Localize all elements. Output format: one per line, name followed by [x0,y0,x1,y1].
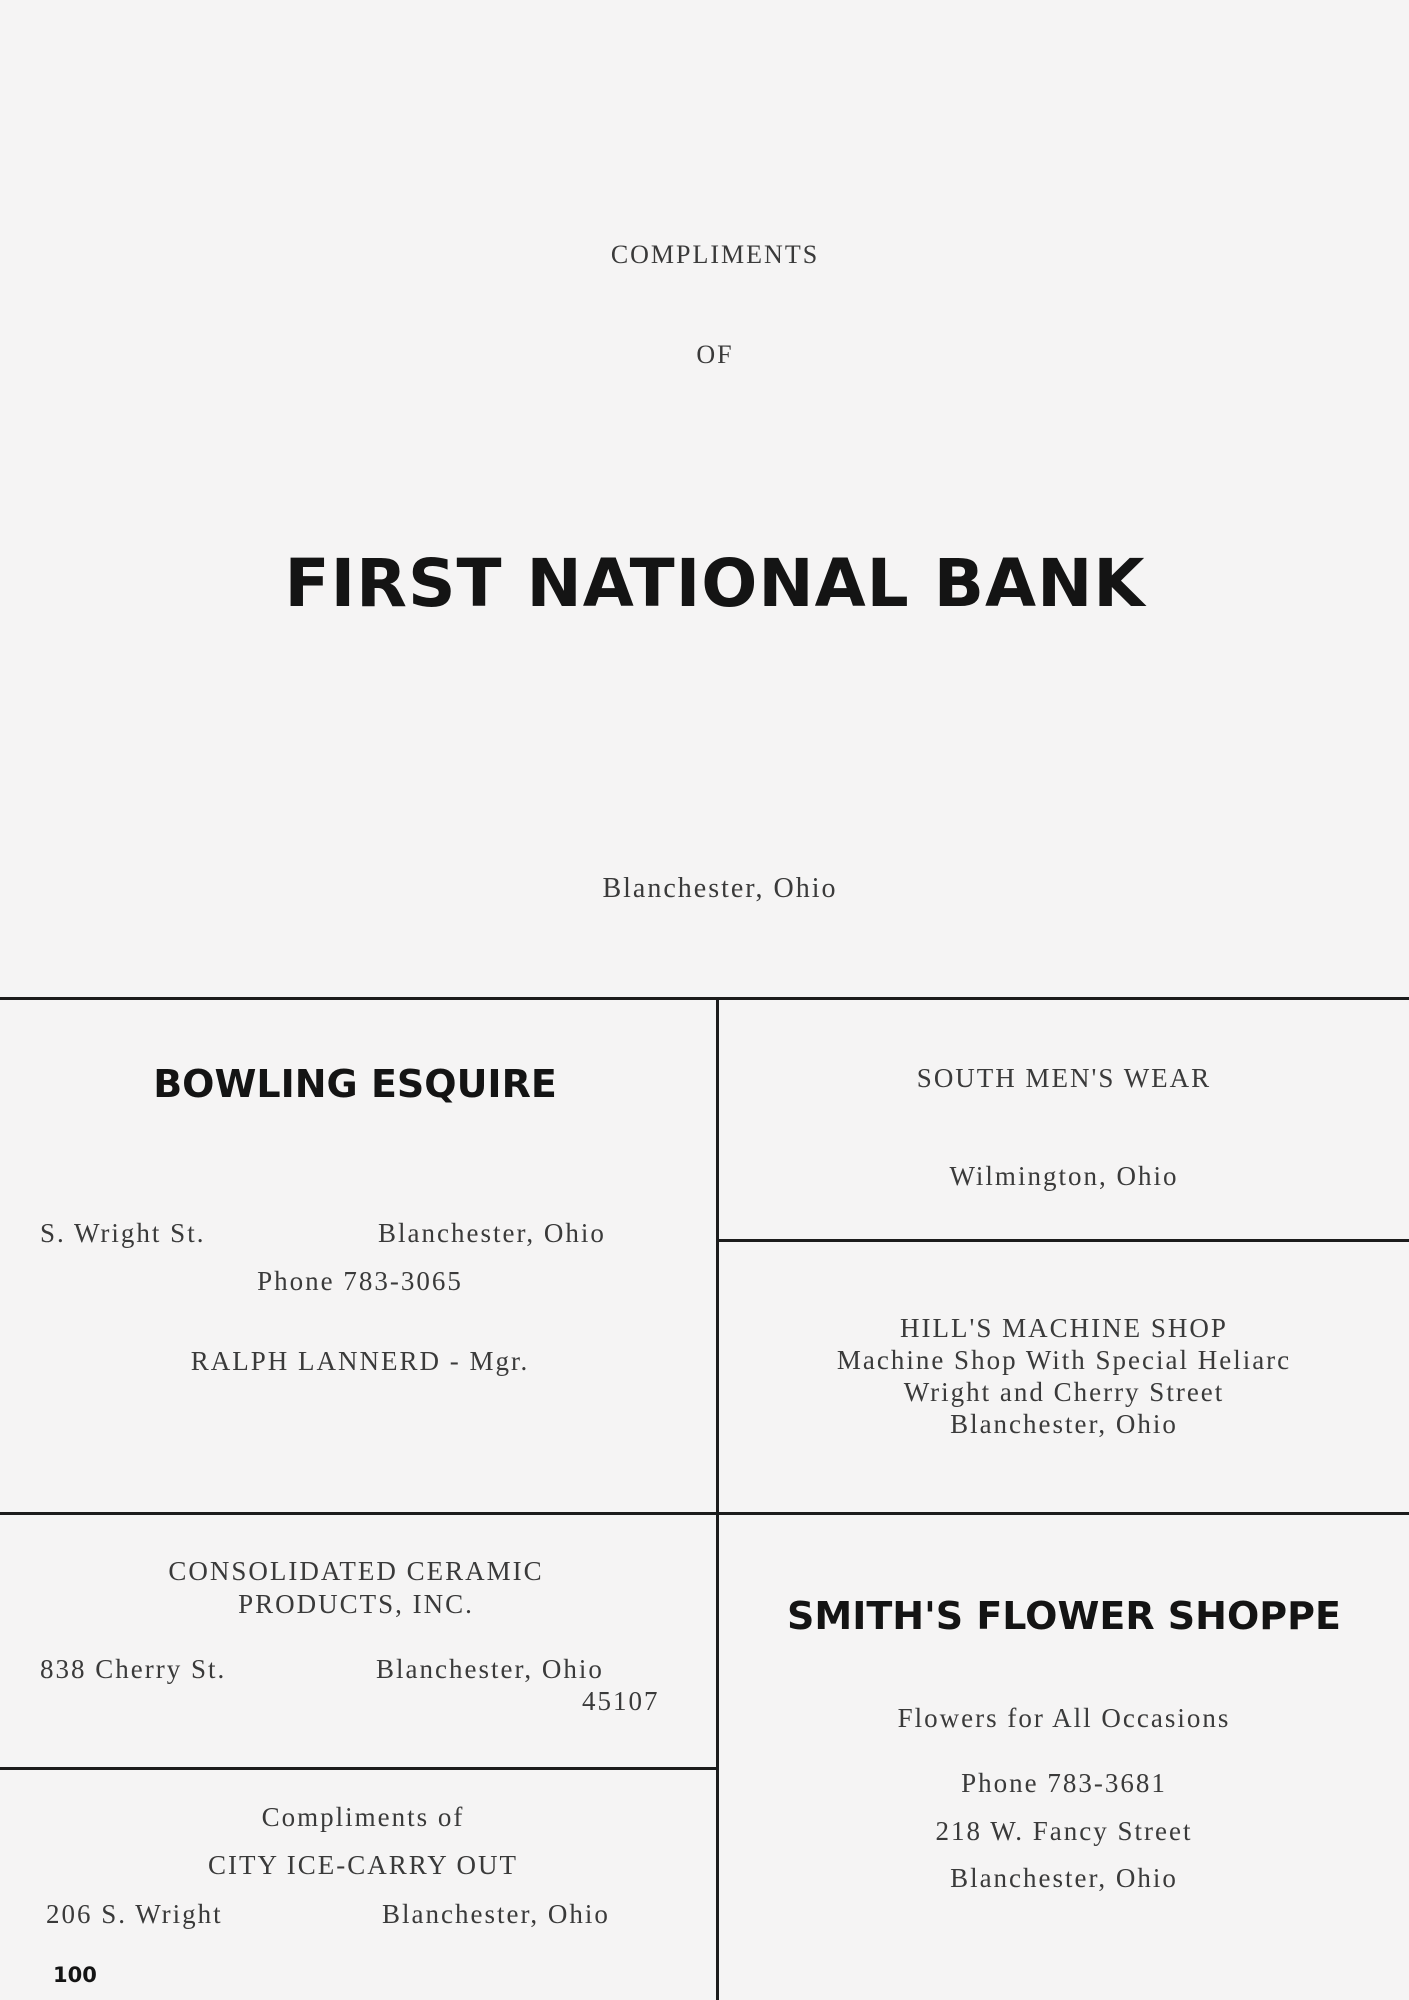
bank-location: Blanchester, Ohio [602,873,838,904]
bowling-phone: Phone 783-3065 [257,1266,463,1296]
divider-top [0,997,1409,1000]
divider-middle [0,1512,1409,1515]
hills-name: HILL'S MACHINE SHOP [900,1313,1228,1343]
divider-right-upper [718,1239,1409,1242]
bowling-manager: RALPH LANNERD - Mgr. [190,1346,530,1376]
smiths-city: Blanchester, Ohio [950,1863,1178,1893]
south-city: Wilmington, Ohio [949,1161,1179,1191]
compliments-text: COMPLIMENTS [610,240,820,269]
city-ice-street: 206 S. Wright [46,1899,223,1929]
consolidated-city: Blanchester, Ohio [376,1654,604,1684]
of-text: OF [696,340,734,369]
consolidated-name-line2: PRODUCTS, INC. [238,1589,474,1619]
smiths-phone: Phone 783-3681 [961,1768,1167,1798]
page-number: 100 [53,1963,97,1987]
hills-line1: Machine Shop With Special Heliarc [836,1345,1292,1375]
smiths-name: SMITH'S FLOWER SHOPPE [787,1594,1341,1638]
smiths-street: 218 W. Fancy Street [935,1816,1193,1846]
south-name: SOUTH MEN'S WEAR [916,1063,1212,1093]
bowling-city: Blanchester, Ohio [378,1218,606,1248]
hills-line2: Wright and Cherry Street [903,1377,1225,1407]
bank-name: FIRST NATIONAL BANK [284,545,1146,622]
hills-line3: Blanchester, Ohio [950,1409,1178,1439]
bowling-name: BOWLING ESQUIRE [153,1062,557,1106]
bowling-street: S. Wright St. [40,1218,206,1248]
city-ice-city: Blanchester, Ohio [382,1899,610,1929]
consolidated-name-line1: CONSOLIDATED CERAMIC [168,1556,544,1586]
consolidated-zip: 45107 [582,1686,660,1716]
consolidated-street: 838 Cherry St. [40,1654,227,1684]
divider-left-lower [0,1767,718,1770]
city-ice-intro: Compliments of [261,1802,465,1832]
smiths-tagline: Flowers for All Occasions [897,1703,1231,1733]
city-ice-name: CITY ICE-CARRY OUT [208,1850,518,1880]
